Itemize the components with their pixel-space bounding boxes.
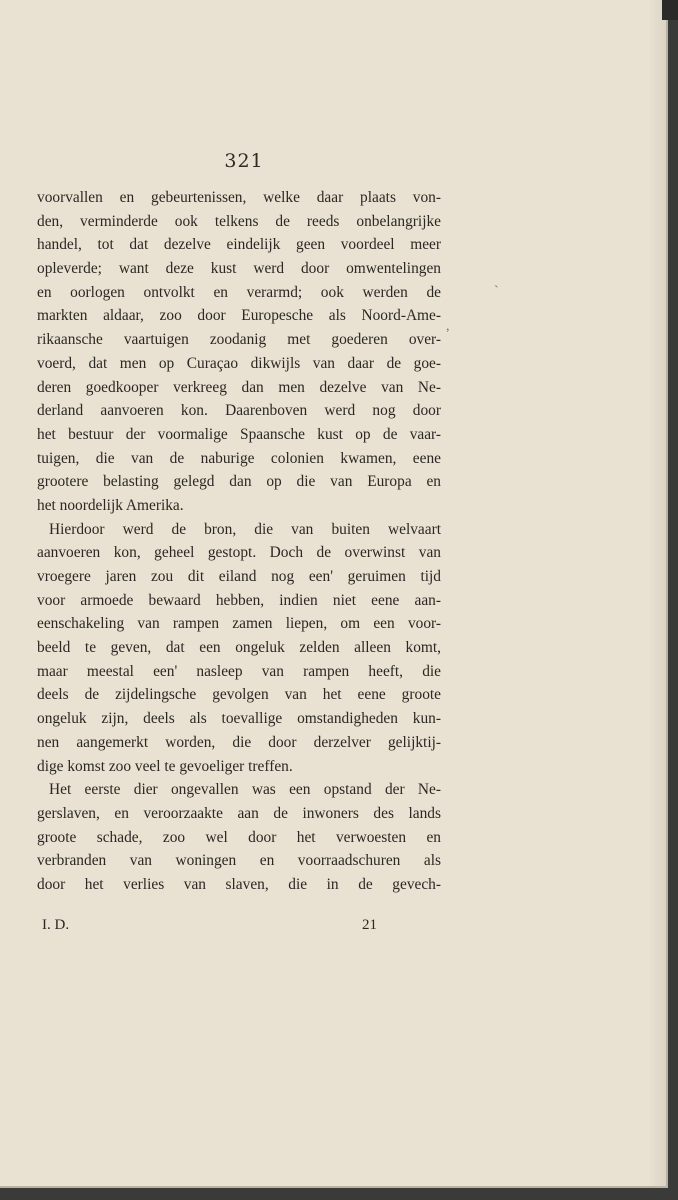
text-line: maar meestal een' nasleep van rampen heeft, die [37,662,441,680]
text-line: voor armoede bewaard hebben, indien niet eene aan- [37,591,441,609]
page-number: 321 [224,150,264,172]
text-line: door het verlies van slaven, die in de gevech- [37,875,441,893]
text-line: aanvoeren kon, geheel gestopt. Doch de overwinst van [37,544,441,562]
text-line: beeld te geven, dat een ongeluk zelden alleen komt, [37,639,441,657]
text-line: tuigen, die van de naburige colonien kwamen, eene [37,449,441,467]
text-line: Hierdoor werd de bron, die van buiten welvaart [49,520,441,538]
page-edge-shading [648,0,666,1186]
text-line: opleverde; want deze kust werd door omwentelingen [37,260,441,278]
text-line: voerd, dat men op Curaçao dikwijls van daar de goe- [37,354,441,372]
body-text [37,186,441,897]
scan-corner-shadow [662,0,678,20]
sheet-number: 21 [362,917,377,933]
text-line: eenschakeling van rampen zamen liepen, om een voor- [37,615,441,633]
text-line: dige komst zoo veel te gevoeliger treffen. [37,757,293,775]
text-line: vroegere jaren zou dit eiland nog een' geruimen tijd [37,568,441,585]
text-line: nen aangemerkt worden, die door derzelver gelijktij- [37,733,441,751]
text-line: het noordelijk Amerika. [37,496,184,514]
text-line: en oorlogen ontvolkt en verarmd; ook werden de [37,283,441,301]
text-line: gerslaven, en veroorzaakte aan de inwoners des lands [37,804,441,822]
text-line: grootere belasting gelegd dan op die van Europa en [37,473,441,491]
text-line: ongeluk zijn, deels als toevallige omstandigheden kun- [37,710,441,728]
margin-tick-mark: ˋ [494,284,499,299]
text-line: Het eerste dier ongevallen was een opstand der Ne- [49,781,441,799]
text-line: rikaansche vaartuigen zoodanig met goederen over- [37,331,441,349]
text-line: voorvallen en gebeurtenissen, welke daar plaats von- [37,189,441,206]
text-line: derland aanvoeren kon. Daarenboven werd nog door [37,402,441,420]
text-line: markten aldaar, zoo door Europesche als Noord-Ame- [37,307,441,325]
text-line: den, verminderde ook telkens de reeds onbelangrijke [37,212,441,230]
text-line: deels de zijdelingsche gevolgen van het eene groote [37,686,441,704]
text-line: verbranden van woningen en voorraadschuren als [37,852,441,870]
text-line: groote schade, zoo wel door het verwoesten en [37,828,441,846]
text-line: handel, tot dat dezelve eindelijk geen voordeel meer [37,236,441,254]
signature-mark: I. D. [42,917,70,933]
text-line: het bestuur der voormalige Spaansche kust op de vaar- [37,425,441,443]
margin-tick-mark: , [446,319,450,334]
text-line: deren goedkooper verkreeg dan men dezelve van Ne- [37,378,441,396]
